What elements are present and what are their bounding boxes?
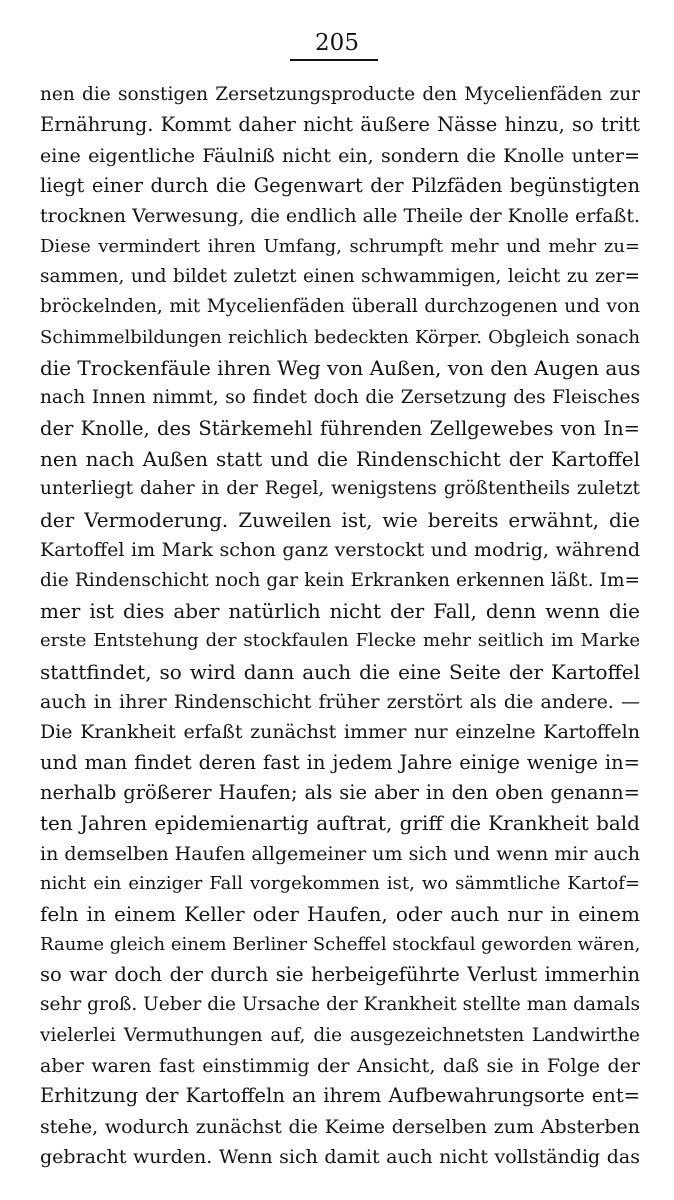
text-line: Raume gleich einem Berliner Scheffel stockfaul geworden wären, [40,933,640,955]
text-line: Diese vermindert ihren Umfang, schrumpft mehr und mehr zu= [40,235,640,257]
text-line: nerhalb größerer Haufen; als sie aber in den oben genann= [40,780,640,804]
text-line: mer ist dies aber natürlich nicht der Fall, denn wenn die [40,598,640,623]
text-line: Ernährung. Kommt daher nicht äußere Nässe hinzu, so tritt [40,113,640,137]
text-line: stehe, wodurch zunächst die Keime derselben zum Absterben [40,1115,640,1138]
text-line: gebracht wurden. Wenn sich damit auch nicht vollständig das [40,1146,640,1169]
text-line: so war doch der durch sie herbeigeführte Verlust immerhin [40,962,640,986]
text-line: die Trockenfäule ihren Weg von Außen, von den Augen aus [40,356,640,381]
text-line: in demselben Haufen allgemeiner um sich und wenn mir auch [40,842,640,865]
text-line: nicht ein einziger Fall vorgekommen ist, wo sämmtliche Kartof= [40,872,640,894]
text-line: vielerlei Vermuthungen auf, die ausgezeichnetsten Landwirthe [40,1024,640,1046]
text-line: Kartoffel im Mark schon ganz verstockt und modrig, während [40,539,640,562]
text-line: der Vermoderung. Zuweilen ist, wie bereits erwähnt, die [40,507,640,532]
text-line: eine eigentliche Fäulniß nicht ein, sondern die Knolle unter= [40,144,640,167]
text-line: aber waren fast einstimmig der Ansicht, daß sie in Folge der [40,1055,640,1077]
text-line: Schimmelbildungen reichlich bedeckten Körper. Obgleich sonach [40,326,640,348]
text-line: und man findet deren fast in jedem Jahre einige wenige in= [40,750,640,774]
header-rule [290,59,378,61]
text-line: Die Krankheit erfaßt zunächst immer nur einzelne Kartoffeln [40,721,640,744]
text-line: stattfindet, so wird dann auch die eine Seite der Kartoffel [40,659,640,684]
text-line: liegt einer durch die Gegenwart der Pilzfäden begünstigten [40,174,640,198]
text-line: sammen, und bildet zuletzt einen schwammigen, leicht zu zer= [40,266,640,288]
text-line: nen nach Außen statt und die Rindenschicht der Kartoffel [40,447,640,472]
text-line: auch in ihrer Rindenschicht früher zerstört als die andere. — [40,690,640,713]
text-line: die Rindenschicht noch gar kein Erkranken erkennen läßt. Im= [40,569,640,591]
text-line: erste Entstehung der stockfaulen Flecke mehr seitlich im Marke [40,630,640,652]
text-line: nen die sonstigen Zersetzungsproducte den Mycelienfäden zur [40,84,640,105]
text-line: sehr groß. Ueber die Ursache der Krankheit stellte man damals [40,994,640,1016]
body-text [40,80,640,1172]
text-line: ten Jahren epidemienartig auftrat, griff die Krankheit bald [40,811,640,836]
text-line: Erhitzung der Kartoffeln an ihrem Aufbewahrungsorte ent= [40,1084,640,1108]
page-number: 205 [315,30,359,56]
text-line: unterliegt daher in der Regel, wenigstens größtentheils zuletzt [40,478,640,500]
text-line: feln in einem Keller oder Haufen, oder auch nur in einem [40,902,640,927]
text-line: nach Innen nimmt, so findet doch die Zersetzung des Fleisches [40,387,640,409]
text-line: der Knolle, des Stärkemehl führenden Zellgewebes von In= [40,416,640,440]
text-line: trocknen Verwesung, die endlich alle Theile der Knolle erfaßt. [40,205,640,228]
text-line: bröckelnden, mit Mycelienfäden überall durchzogenen und von [40,296,640,318]
